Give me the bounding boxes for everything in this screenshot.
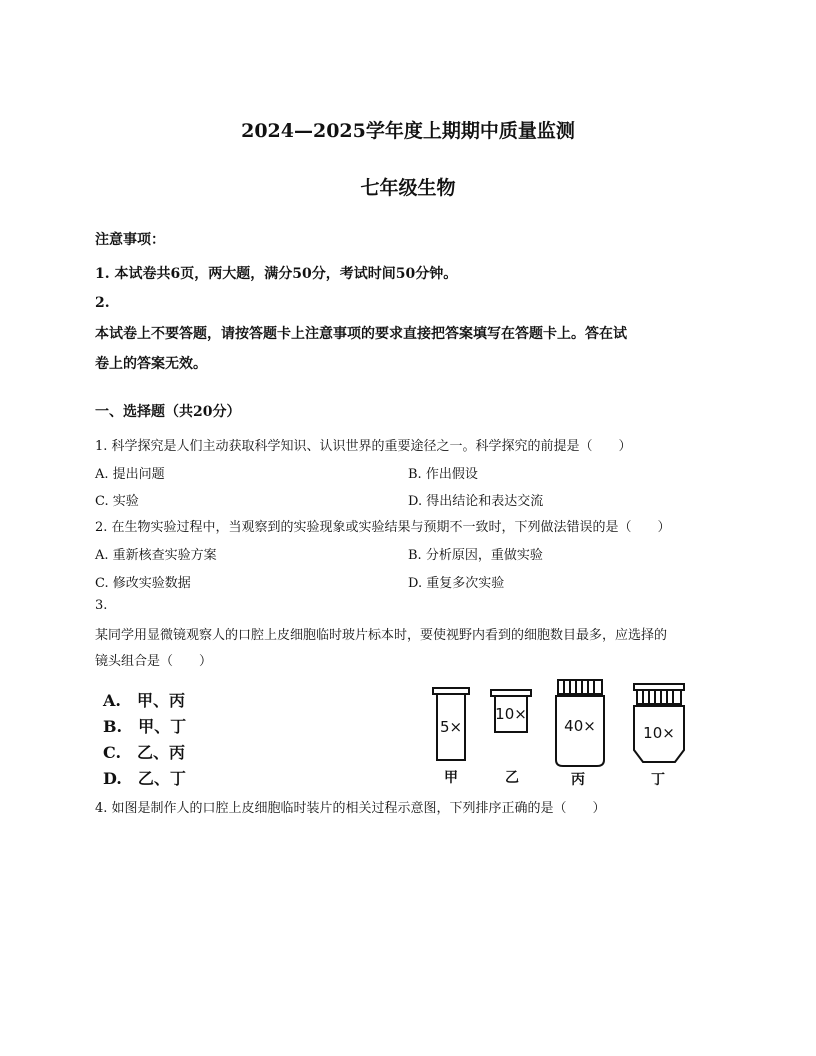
svg-text:40×: 40× xyxy=(564,717,596,735)
svg-text:10×: 10× xyxy=(495,705,527,723)
question-3-stem-line-1: 某同学用显微镜观察人的口腔上皮细胞临时玻片标本时，要使视野内看到的细胞数目最多，应选择的 xyxy=(95,628,668,643)
svg-text:10×: 10× xyxy=(643,724,675,742)
q1-option-c: C. 实验 xyxy=(95,494,139,509)
svg-text:乙: 乙 xyxy=(505,770,519,786)
question-1-stem: 1. 科学探究是人们主动获取科学知识、认识世界的重要途径之一。科学探究的前提是（ ） xyxy=(95,439,632,454)
exam-title: 2024—2025学年度上期期中质量监测 xyxy=(241,120,575,142)
q3-figure-option-c: C. 乙、丙 xyxy=(103,743,186,762)
eyepiece-jia xyxy=(433,688,469,786)
q1-option-b: B. 作出假设 xyxy=(408,467,478,482)
q2-option-b: B. 分析原因，重做实验 xyxy=(408,548,543,563)
exam-subtitle: 七年级生物 xyxy=(360,177,456,199)
notice-item-2-line-1: 本试卷上不要答题，请按答题卡上注意事项的要求直接把答案填写在答题卡上。答在试 xyxy=(95,326,627,342)
question-4-stem: 4. 如图是制作人的口腔上皮细胞临时装片的相关过程示意图，下列排序正确的是（ ） xyxy=(95,801,606,816)
section-heading: 一、选择题（共20分） xyxy=(95,404,241,420)
question-3-stem-line-2: 镜头组合是（ ） xyxy=(95,654,213,669)
svg-text:5×: 5× xyxy=(439,718,463,736)
objective-bing xyxy=(556,680,604,788)
svg-text:丙: 丙 xyxy=(571,772,585,788)
svg-text:甲: 甲 xyxy=(444,770,458,786)
lens-figure xyxy=(425,676,715,794)
notice-item-1: 1. 本试卷共6页，两大题，满分50分，考试时间50分钟。 xyxy=(95,266,458,282)
q3-figure-option-b: B. 甲、丁 xyxy=(103,717,187,736)
q3-figure-option-a: A. 甲、丙 xyxy=(103,691,185,710)
q1-option-d: D. 得出结论和表达交流 xyxy=(408,494,544,509)
notice-item-2-number: 2. xyxy=(95,295,110,311)
question-3-number: 3. xyxy=(95,598,108,613)
notice-item-2-line-2: 卷上的答案无效。 xyxy=(95,356,207,372)
eyepiece-yi xyxy=(491,690,531,786)
q1-option-a: A. 提出问题 xyxy=(95,467,165,482)
question-2-stem: 2. 在生物实验过程中，当观察到的实验现象或实验结果与预期不一致时，下列做法错误的是（ ） xyxy=(95,520,671,535)
q2-option-d: D. 重复多次实验 xyxy=(408,576,505,591)
q2-option-c: C. 修改实验数据 xyxy=(95,576,191,591)
q2-option-a: A. 重新核查实验方案 xyxy=(95,548,217,563)
objective-ding xyxy=(634,684,684,788)
notice-heading: 注意事项： xyxy=(95,232,165,248)
svg-text:丁: 丁 xyxy=(651,772,665,788)
q3-figure-option-d: D. 乙、丁 xyxy=(103,769,186,788)
